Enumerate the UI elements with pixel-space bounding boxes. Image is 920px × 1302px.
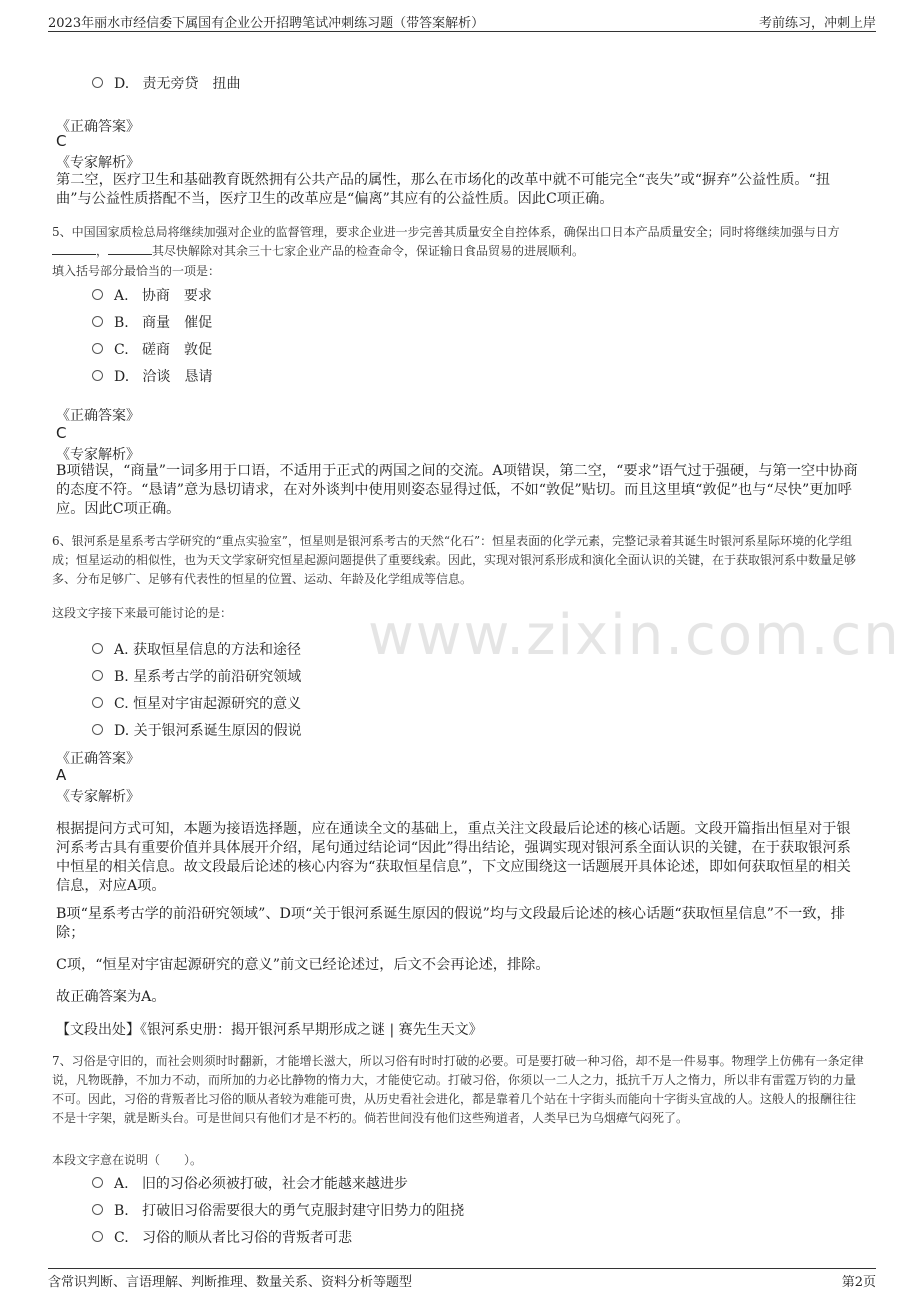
q6-prompt: 这段文字接下来最可能讨论的是： [52,606,233,620]
q6-analysis-p2: B项“星系考古学的前沿研究领域”、D项“关于银河系诞生原因的假说”均与文段最后论述的核心话题“获取恒星信息”不一致，排除； [56,906,845,941]
radio-icon[interactable] [92,343,103,354]
q7-option-a[interactable] [92,1172,408,1194]
option-text: 协商 要求 [141,288,212,304]
q6-analysis-p4: 故正确答案为A。 [56,989,166,1005]
q5-answer: C [56,424,67,442]
answer-label: 《正确答案》 [56,119,140,135]
radio-icon[interactable] [92,77,103,88]
source-text: 《银河系史册：揭开银河系早期形成之谜 | 赛先生天文》 [140,1022,483,1038]
watermark: www.zixin.com.cn [368,603,901,668]
option-text: 磋商 敦促 [142,342,213,358]
radio-icon[interactable] [92,1177,103,1188]
q7-stem: 7、习俗是守旧的，而社会则须时时翻新，才能增长滋大，所以习俗有时时打破的必要。可是要打破一种习俗，却不是一件易事。物理学上仿佛有一条定律说，凡物既静，不加力不动，而所加的力必比静物的惰力大，才能使它动。打破习俗，你须以一二人之力，抵抗千万人之惰力，所以非有雷霆万钧的力量不可。因此，习俗的背叛者比习俗的顺从者较为难能可贵，从历史看社会进化，都是靠着几个站在十字街头而能向十字街头宣战的人。这般人的报酬往往不是十字架，就是断头台。可是世间只有他们才是不朽的。倘若世间没有他们这些殉道者，人类早已为乌烟瘴气闷死了。 [52,1054,864,1125]
radio-icon[interactable] [92,289,103,300]
option-letter: B. [114,669,129,685]
q5-stem [52,223,866,261]
q5-stem-part2: 其尽快解除对其余三十七家企业产品的检查命令，保证输日食品贸易的进展顺利。 [152,244,585,258]
radio-icon[interactable] [92,697,103,708]
option-text: 商量 催促 [142,315,213,331]
footer-divider [48,1268,876,1269]
option-letter: B. [114,1203,129,1219]
q6-option-b[interactable] [92,665,302,687]
radio-icon[interactable] [92,316,103,327]
q5-analysis: B项错误，“商量”一词多用于口语，不适用于正式的两国之间的交流。A项错误，第二空，“要求”语气过于强硬，与第一空中协商的态度不符。“恳请”意为恳切请求，在对外谈判中使用则姿态显得过低，不如“敦促”贴切。而且这里填“敦促”也与“尽快”更加呼应。因此C项正确。 [56,463,858,517]
answer-label: 《正确答案》 [56,751,140,767]
blank-2 [108,242,152,255]
footer-topics: 含常识判断、言语理解、判断推理、数量关系、资料分析等题型 [48,1275,413,1290]
option-text: 获取恒星信息的方法和途径 [133,642,302,658]
source-label: 【文段出处】 [56,1022,140,1038]
analysis-label: 《专家解析》 [56,447,140,463]
option-text: 责无旁贷 扭曲 [142,76,241,92]
option-text: 星系考古学的前沿研究领域 [133,669,302,685]
analysis-label: 《专家解析》 [56,789,140,805]
q5-option-d[interactable] [92,365,213,387]
answer-label: 《正确答案》 [56,408,140,424]
q6-option-a[interactable] [92,638,302,660]
option-text: 打破旧习俗需要很大的勇气克服封建守旧势力的阻挠 [142,1203,465,1219]
q5-prompt: 填入括号部分最恰当的一项是： [52,264,221,278]
q4-analysis: 第二空，医疗卫生和基础教育既然拥有公共产品的属性，那么在市场化的改革中就不可能完全“丧失”或“摒弃”公益性质。“扭曲”与公益性质搭配不当，医疗卫生的改革应是“偏离”其应有的公益性质。因此C项正确。 [56,172,831,207]
header-slogan: 考前练习，冲刺上岸 [758,16,876,31]
option-letter: A. [114,642,129,658]
page-number: 第2页 [841,1275,876,1290]
q5-option-b[interactable] [92,311,213,333]
radio-icon[interactable] [92,643,103,654]
q6-option-c[interactable] [92,692,302,714]
option-letter: C. [114,342,129,358]
q6-analysis-p3: C项，“恒星对宇宙起源研究的意义”前文已经论述过，后文不会再论述，排除。 [56,957,550,973]
q5-stem-sep: ， [96,244,109,258]
q6-analysis-p1: 根据提问方式可知，本题为接语选择题，应在通读全文的基础上，重点关注文段最后论述的核心话题。文段开篇指出恒星对于银河系考古具有重要价值并具体展开介绍，尾句通过结论词“因此”得出结论，强调实现对银河系全面认识的关键，在于获取银河系中恒星的相关信息。故文段最后论述的核心内容为“获取恒星信息”，下文应围绕这一话题展开具体论述，即如何获取恒星的相关信息，对应A项。 [56,821,851,894]
q5-option-a[interactable] [92,284,212,306]
option-letter: D. [114,723,130,739]
analysis-label: 《专家解析》 [56,155,140,171]
q6-answer: A [56,766,67,784]
option-letter: D. [114,369,130,385]
q4-option-d[interactable] [92,72,241,94]
q5-stem-part1: 5、中国国家质检总局将继续加强对企业的监督管理，要求企业进一步完善其质量安全自控体系，确保出口日本产品质量安全；同时将继续加强与日方 [52,225,840,239]
option-text: 恒星对宇宙起源研究的意义 [133,696,302,712]
radio-icon[interactable] [92,670,103,681]
q4-answer: C [56,132,67,150]
page-header [48,8,876,30]
document-title: 2023年丽水市经信委下属国有企业公开招聘笔试冲刺练习题（带答案解析） [48,16,485,31]
header-divider [48,31,876,32]
q6-source [56,1019,483,1039]
q7-option-b[interactable] [92,1199,465,1221]
radio-icon[interactable] [92,370,103,381]
option-letter: D. [114,76,130,92]
option-letter: C. [114,696,129,712]
q7-option-c[interactable] [92,1226,353,1248]
option-text: 洽谈 恳请 [142,369,213,385]
radio-icon[interactable] [92,1204,103,1215]
option-text: 旧的习俗必须被打破，社会才能越来越进步 [141,1176,408,1192]
option-letter: C. [114,1230,129,1246]
option-text: 关于银河系诞生原因的假说 [133,723,302,739]
option-text: 习俗的顺从者比习俗的背叛者可悲 [142,1230,353,1246]
radio-icon[interactable] [92,1231,103,1242]
q6-option-d[interactable] [92,719,302,741]
blank-1 [52,242,96,255]
q7-prompt: 本段文字意在说明（ ）。 [52,1153,203,1167]
option-letter: B. [114,315,129,331]
q6-stem: 6、银河系是星系考古学研究的“重点实验室”，恒星则是银河系考古的天然“化石”：恒星表面的化学元素，完整记录着其诞生时银河系星际环境的化学组成；恒星运动的相似性，也为天文学家研究恒星起源问题提供了重要线索。因此，实现对银河系形成和演化全面认识的关键，在于获取银河系中数量足够多、分布足够广、足够有代表性的恒星的位置、运动、年龄及化学组成等信息。 [52,534,857,586]
q5-option-c[interactable] [92,338,213,360]
option-letter: A. [114,288,129,304]
radio-icon[interactable] [92,724,103,735]
option-letter: A. [114,1176,129,1192]
